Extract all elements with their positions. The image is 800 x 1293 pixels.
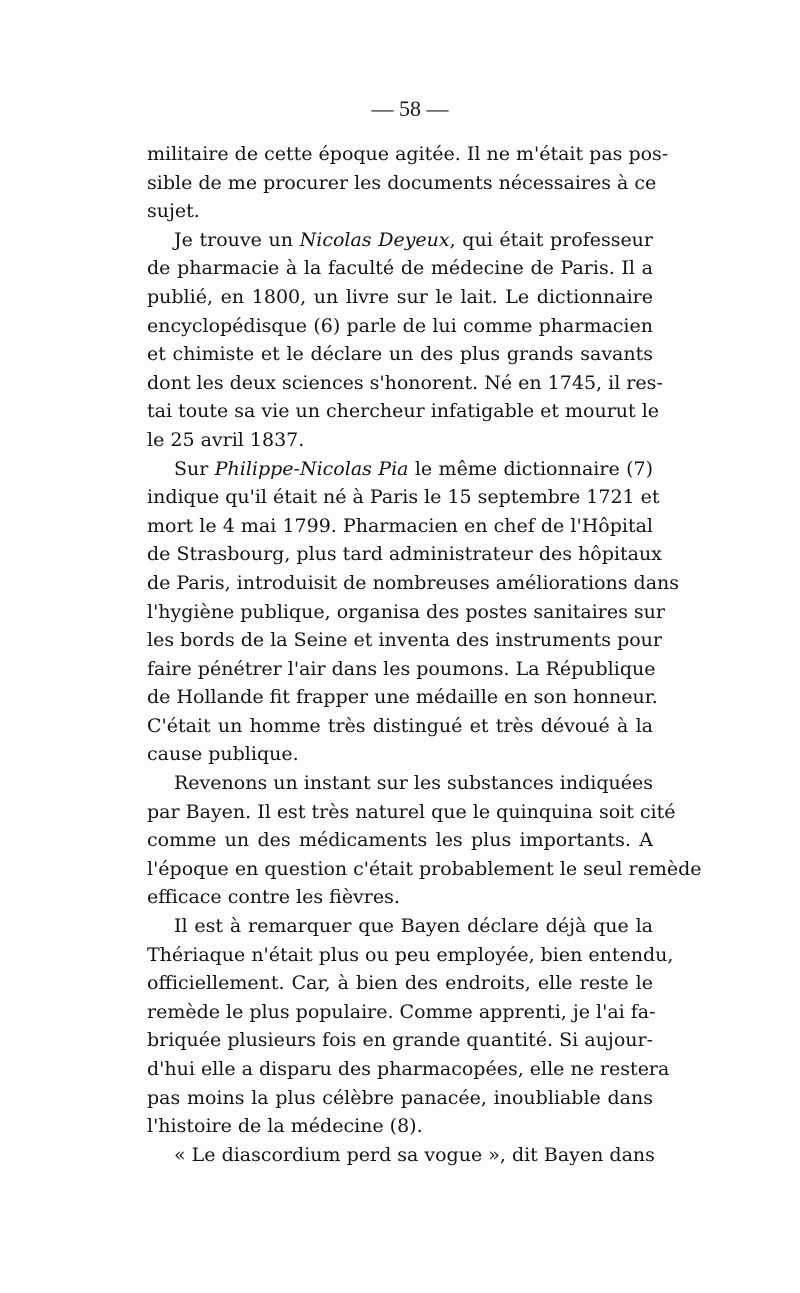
text-line: comme un des médicaments les plus importants. A	[147, 829, 653, 852]
text-line: remède le plus populaire. Comme apprenti, je l'ai fa-	[147, 1000, 656, 1023]
text-line: les bords de la Seine et inventa des instruments pour	[147, 629, 663, 652]
text-line: de Hollande fit frapper une médaille en son honneur.	[147, 686, 658, 709]
text-line: publié, en 1800, un livre sur le lait. Le dictionnaire	[147, 285, 653, 308]
text-line: sible de me procurer les documents nécessaires à ce	[147, 171, 657, 194]
text-line: le 25 avril 1837.	[147, 428, 305, 451]
text-line: efficace contre les fièvres.	[147, 886, 400, 909]
text-line: et chimiste et le déclare un des plus grands savants	[147, 343, 653, 366]
text-line: par Bayen. Il est très naturel que le quinquina soit cité	[147, 800, 676, 823]
text-line: C'était un homme très distingué et très dévoué à la	[147, 714, 653, 737]
text-line: de Strasbourg, plus tard administrateur des hôpitaux	[147, 543, 662, 566]
text-line: Je trouve un Nicolas Deyeux, qui était professeur	[174, 228, 654, 251]
text-line: Revenons un instant sur les substances indiquées	[174, 772, 653, 795]
text-line: indique qu'il était né à Paris le 15 septembre 1721 et	[147, 486, 660, 509]
text-line: tai toute sa vie un chercheur infatigable et mourut le	[147, 400, 660, 423]
text-line: l'hygiène publique, organisa des postes sanitaires sur	[147, 600, 665, 623]
body-text	[147, 140, 702, 1169]
text-line: militaire de cette époque agitée. Il ne m'était pas pos-	[147, 143, 669, 165]
text-line: sujet.	[147, 200, 200, 223]
text-line: d'hui elle a disparu des pharmacopées, elle ne restera	[147, 1058, 670, 1080]
text-line: mort le 4 mai 1799. Pharmacien en chef de l'Hôpital	[147, 514, 653, 537]
text-line: l'époque en question c'était probablement le seul remède	[147, 857, 702, 880]
text-line: « Le diascordium perd sa vogue », dit Bayen dans	[174, 1143, 655, 1166]
text-line: pas moins la plus célèbre panacée, inoubliable dans	[147, 1086, 653, 1109]
text-line: Sur Philippe-Nicolas Pia le même dictionnaire (7)	[174, 457, 653, 480]
text-line: l'histoire de la médecine (8).	[147, 1115, 423, 1138]
text-line: encyclopédisque (6) parle de lui comme pharmacien	[147, 314, 653, 337]
text-line: cause publique.	[147, 743, 299, 766]
text-line: dont les deux sciences s'honorent. Né en 1745, il res-	[147, 371, 663, 394]
text-line: Thériaque n'était plus ou peu employée, bien entendu,	[147, 943, 674, 966]
page-number: — 58 —	[371, 96, 449, 121]
text-line: de pharmacie à la faculté de médecine de Paris. Il a	[147, 257, 653, 280]
text-line: Il est à remarquer que Bayen déclare déjà que la	[174, 915, 653, 938]
text-line: faire pénétrer l'air dans les poumons. La République	[147, 657, 656, 680]
text-line: briquée plusieurs fois en grande quantité. Si aujour-	[147, 1029, 653, 1052]
text-line: officiellement. Car, à bien des endroits, elle reste le	[147, 972, 653, 995]
text-line: de Paris, introduisit de nombreuses améliorations dans	[147, 571, 680, 594]
